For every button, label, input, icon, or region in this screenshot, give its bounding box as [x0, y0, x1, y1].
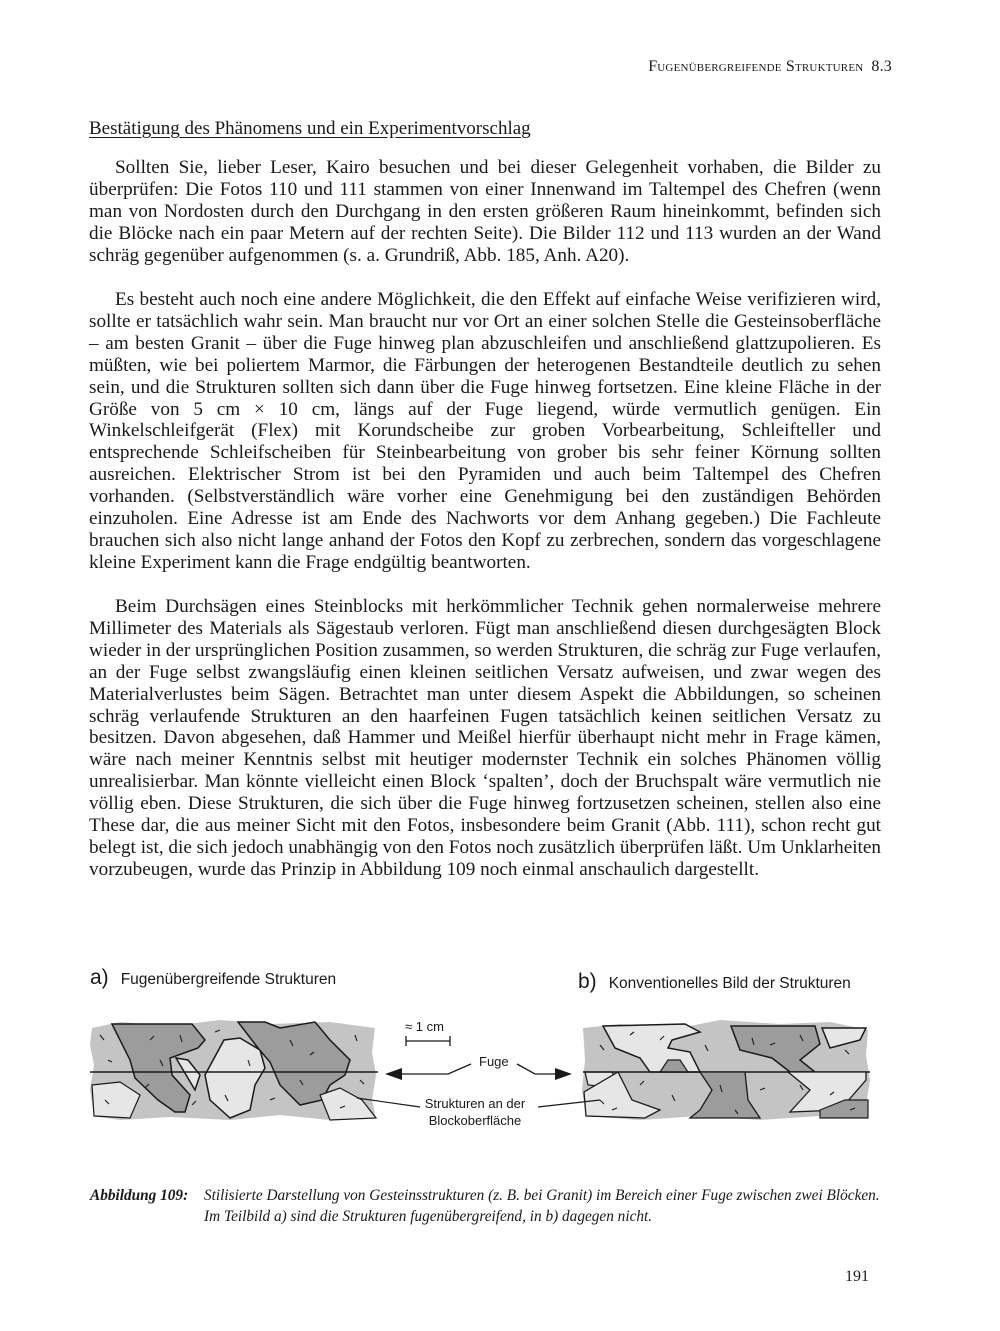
- running-head-section-number: 8.3: [871, 58, 892, 75]
- caption-label: Abbildung 109:: [90, 1187, 189, 1204]
- page-number: 191: [845, 1268, 869, 1285]
- panel-a-stone-block: [90, 1020, 378, 1120]
- panel-b-letter: b): [578, 970, 597, 993]
- section-title: Bestätigung des Phänomens und ein Experimentvorschlag: [89, 118, 531, 139]
- panel-a-title: Fugenübergreifende Strukturen: [120, 971, 337, 988]
- paragraph-text: Es besteht auch noch eine andere Möglichkeit, die den Effekt auf einfache Weise verifizieren wird, sollte er tatsächlich wahr sein. Man braucht nur vor Ort an einer solchen Stelle die Gesteinsoberfläche – am besten Granit – über die Fuge hinweg plan abzuschleifen und anschließend glattzupolieren. Es müßten, wie bei poliertem Marmor, die Färbungen der heterogenen Bestandteile deutlich zu sehen sein, und die Strukturen sollten sich dann über die Fuge hinweg fortsetzen. Eine kleine Fläche in der Größe von 5 cm × 10 cm, längs auf der Fuge liegend, würde vermutlich genügen. Ein Winkelschleifgerät (Flex) mit Korundscheibe zur groben Vorbearbeitung, Schleifteller und entsprechende Schleifscheiben für Steinbearbeitung von grober bis sehr feiner Körnung sollten ausreichen. Elektrischer Strom ist bei den Pyramiden und auch beim Taltempel des Chefren vorhanden. (Selbstverständlich wäre vorher eine Genehmigung bei den zuständigen Behörden einzuholen. Eine Adresse ist am Ende des Nachworts vor dem Anhang gegeben.) Die Fachleute brauchen sich also nicht lange anhand der Fotos den Kopf zu zerbrechen, sondern das vorgeschlagene kleine Experiment kann die Frage endgültig beantworten.: [89, 289, 881, 573]
- structures-label: Strukturen an der Blockoberfläche: [424, 1096, 526, 1128]
- paragraph-text: Sollten Sie, lieber Leser, Kairo besuchen und bei dieser Gelegenheit vorhaben, die Bilder zu überprüfen: Die Fotos 110 und 111 stammen von einer Innenwand im Taltempel des Chefren (wenn man von Nordosten durch den Durchgang in den ersten größeren Raum hineinkommt, befinden sich die Blöcke nach ein paar Metern auf der rechten Seite). Die Bilder 112 und 113 wurden an der Wand schräg gegenüber aufgenommen (s. a. Grundriß, Abb. 185, Anh. A20).: [89, 157, 881, 266]
- figure-caption: [90, 1186, 890, 1227]
- panel-b-title: Konventionelles Bild der Strukturen: [608, 975, 851, 992]
- caption-text: Stilisierte Darstellung von Gesteinsstrukturen (z. B. bei Granit) im Bereich einer Fuge zwischen zwei Blöcken. Im Teilbild a) sind die Strukturen fugenübergreifend, in b) dagegen nicht.: [204, 1187, 880, 1225]
- joint-arrow-left: [385, 1064, 471, 1080]
- joint-label: Fuge: [479, 1054, 509, 1069]
- scale-bar: [406, 1036, 450, 1046]
- joint-arrow-right: [517, 1064, 572, 1080]
- scale-label: ≈ 1 cm: [405, 1019, 444, 1034]
- panel-b-stone-block: [582, 1020, 870, 1120]
- paragraph-text: Beim Durchsägen eines Steinblocks mit herkömmlicher Technik gehen normalerweise mehrere Millimeter des Materials als Sägestaub verloren. Fügt man anschließend diesen durchgesägten Block wieder in der ursprünglichen Position zusammen, so werden Strukturen, die schräg zur Fuge verlaufen, an der Fuge selbst zwangsläufig einen kleinen seitlichen Versatz aufweisen, und zwar wegen des Materialverlustes beim Sägen. Betrachtet man unter diesem Aspekt die Abbildungen, so scheinen schräg verlaufende Strukturen an den haarfeinen Fugen tatsächlich keinen seitlichen Versatz zu besitzen. Davon abgesehen, daß Hammer und Meißel hierfür überhaupt nicht mehr in Frage kämen, wäre nach meiner Kenntnis selbst mit heutiger modernster Technik ein solches Phänomen völlig unrealisierbar. Man könnte vielleicht einen Block ‘spalten’, doch der Bruchspalt wäre vermutlich nie völlig eben. Diese Strukturen, die sich über die Fuge hinweg fortzusetzen scheinen, stellen also eine These dar, die aus meiner Sicht mit den Fotos, insbesondere beim Granit (Abb. 111), schon recht gut belegt ist, die sich jedoch unabhängig von den Fotos noch zusätzlich überprüfen läßt. Um Unklarheiten vorzubeugen, wurde das Prinzip in Abbildung 109 noch einmal anschaulich dargestellt.: [89, 596, 881, 880]
- panel-a-letter: a): [90, 966, 109, 989]
- running-head-title: Fugenübergreifende Strukturen: [648, 58, 864, 75]
